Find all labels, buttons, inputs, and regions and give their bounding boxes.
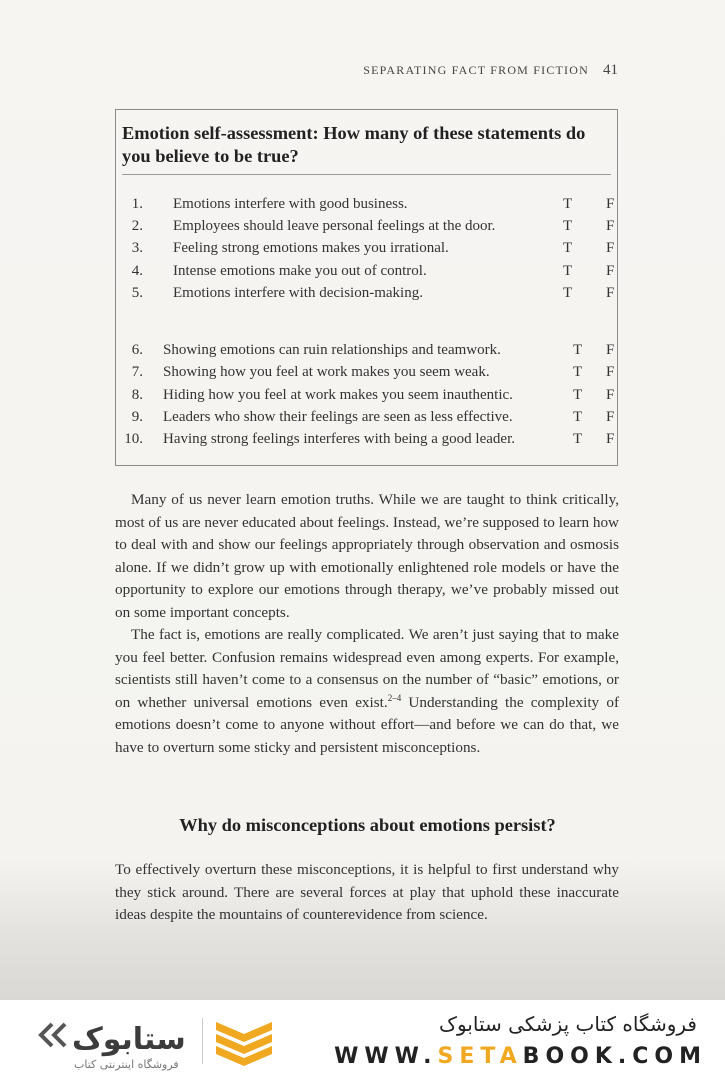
- assessment-title: Emotion self-assessment: How many of these statements do you believe to be true?: [122, 123, 586, 166]
- statement-text: Emotions interfere with decision-making.: [173, 285, 423, 301]
- false-option: F: [606, 218, 615, 234]
- statement-number: 2.: [131, 218, 143, 234]
- paragraph-2-continued: Understanding the complexity of emotions doesn’t come to anyone without effort—and before we can do that, we have to overturn some sticky and persistent misconceptions.: [115, 693, 619, 756]
- statement-number: 6.: [131, 342, 143, 358]
- statement-text: Emotions interfere with good business.: [173, 196, 408, 212]
- false-option: F: [606, 263, 615, 279]
- true-option: T: [563, 285, 573, 301]
- statement-row: [116, 339, 619, 361]
- statement-row: [116, 406, 619, 428]
- brand-logo-subtitle: فروشگاه اینترنتی کتاب: [74, 1058, 179, 1071]
- watermark-footer: [0, 1000, 725, 1079]
- statement-row: [116, 282, 619, 304]
- body-paragraph-1: Many of us never learn emotion truths. While we are taught to think critically, most of us are never educated about feelings. Instead, we’re supposed to learn how to deal with and show our feelings appropriately through observation and osmosis alone. If we didn’t grow up with emotionally enlightened role models or have the opportunity to explore our emotions through therapy, we’ve probably missed out on some important concepts.: [115, 491, 619, 621]
- statement-row: [116, 215, 619, 237]
- statement-row: [116, 384, 619, 406]
- citation-reference: 2–4: [387, 692, 402, 703]
- body-paragraph-2: [115, 624, 619, 759]
- true-option: T: [573, 409, 583, 425]
- store-name: فروشگاه کتاب پزشکی ستابوک: [439, 1012, 697, 1036]
- statement-number: 7.: [131, 364, 143, 380]
- statement-text: Feeling strong emotions makes you irrational.: [173, 240, 449, 256]
- statement-text: Hiding how you feel at work makes you seem inauthentic.: [163, 387, 513, 403]
- false-option: F: [606, 431, 615, 447]
- false-option: F: [606, 387, 615, 403]
- statement-text: Having strong feelings interferes with being a good leader.: [163, 431, 515, 447]
- true-option: T: [563, 240, 573, 256]
- true-option: T: [563, 218, 573, 234]
- statement-row: [116, 237, 619, 259]
- false-option: F: [606, 409, 615, 425]
- statement-number: 9.: [131, 409, 143, 425]
- paragraph-2-text: The fact is, emotions are really complicated. We aren’t just saying that to make you feel better. Confusion remains widespread even among experts. For example, scientists still haven’t come to a consensus on the number of “basic” emotions, or on whether universal emotions even exist.: [115, 626, 619, 711]
- statement-text: Showing emotions can ruin relationships and teamwork.: [163, 342, 501, 358]
- false-option: F: [606, 285, 615, 301]
- page-number: 41: [603, 62, 618, 78]
- section-heading: Why do misconceptions about emotions persist?: [179, 815, 556, 835]
- title-divider: [122, 174, 611, 175]
- true-option: T: [573, 387, 583, 403]
- statement-number: 10.: [124, 431, 143, 447]
- true-option: T: [573, 342, 583, 358]
- statement-row: [116, 428, 619, 450]
- self-assessment-box: [115, 109, 618, 466]
- statement-number: 1.: [131, 196, 143, 212]
- statement-text: Intense emotions make you out of control.: [173, 263, 427, 279]
- statement-text: Leaders who show their feelings are seen as less effective.: [163, 409, 513, 425]
- url-highlight: SETA: [437, 1044, 523, 1069]
- logo-divider: [202, 1018, 203, 1064]
- true-option: T: [563, 196, 573, 212]
- true-option: T: [573, 364, 583, 380]
- statement-number: 4.: [131, 263, 143, 279]
- store-url[interactable]: [334, 1044, 707, 1069]
- body-paragraph-3: To effectively overturn these misconceptions, it is helpful to first understand why they stick around. There are several forces at play that uphold these inaccurate ideas despite the mountains of counterevidence from science.: [115, 861, 619, 923]
- brand-logo-text: ستابوک: [72, 1022, 186, 1057]
- statement-text: Employees should leave personal feelings at the door.: [173, 218, 496, 234]
- true-option: T: [563, 263, 573, 279]
- statement-number: 3.: [131, 240, 143, 256]
- false-option: F: [606, 342, 615, 358]
- book-stack-icon: [212, 1016, 276, 1068]
- true-option: T: [573, 431, 583, 447]
- url-prefix: WWW.: [334, 1044, 438, 1069]
- running-title: SEPARATING FACT FROM FICTION: [363, 63, 589, 77]
- statement-text: Showing how you feel at work makes you seem weak.: [163, 364, 490, 380]
- statement-row: [116, 193, 619, 215]
- statement-row: [116, 260, 619, 282]
- false-option: F: [606, 240, 615, 256]
- chevron-left-icon: [38, 1022, 68, 1048]
- statement-row: [116, 361, 619, 383]
- statement-number: 5.: [131, 285, 143, 301]
- running-header: [363, 62, 618, 79]
- statement-number: 8.: [131, 387, 143, 403]
- false-option: F: [606, 364, 615, 380]
- url-suffix: BOOK.COM: [522, 1044, 707, 1069]
- false-option: F: [606, 196, 615, 212]
